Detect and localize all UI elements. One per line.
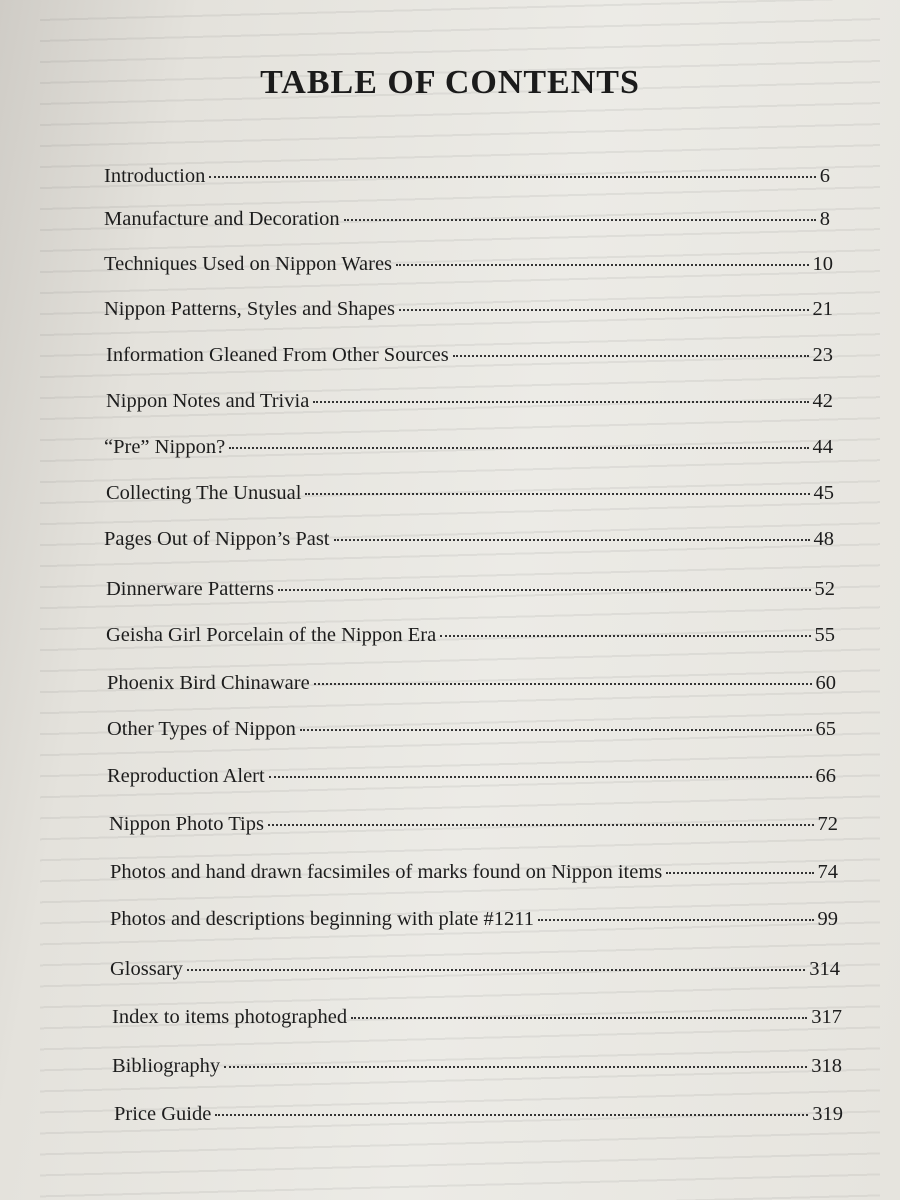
toc-entry-label: Introduction [104, 165, 206, 187]
toc-entry [104, 436, 833, 459]
dot-leader [215, 1112, 808, 1116]
toc-entry-page-number: 66 [815, 765, 836, 787]
toc-entry-label: Collecting The Unusual [106, 482, 302, 504]
dot-leader [538, 917, 813, 921]
toc-entry [106, 578, 835, 601]
toc-entry [110, 908, 838, 931]
toc-entry-label: Nippon Photo Tips [109, 813, 264, 835]
toc-entry-label: Techniques Used on Nippon Wares [104, 253, 393, 275]
toc-entry-page-number: 65 [815, 718, 836, 740]
dot-leader [314, 681, 812, 685]
toc-entry-label: “Pre” Nippon? [104, 436, 226, 458]
toc-entry [114, 1103, 843, 1126]
dot-leader [334, 537, 810, 541]
toc-entry-page-number: 317 [811, 1006, 842, 1028]
dot-leader [269, 774, 812, 778]
toc-entry-label: Price Guide [114, 1103, 212, 1125]
toc-entry-page-number: 74 [817, 861, 838, 883]
dot-leader [453, 353, 809, 357]
toc-entry-label: Nippon Patterns, Styles and Shapes [104, 298, 395, 320]
toc-entry [107, 765, 836, 788]
toc-entry-page-number: 21 [812, 298, 833, 320]
toc-entry-label: Reproduction Alert [107, 765, 265, 787]
toc-entry-page-number: 99 [817, 908, 838, 930]
toc-entry [106, 390, 833, 413]
toc-entry-label: Phoenix Bird Chinaware [107, 672, 310, 694]
toc-entry-page-number: 23 [812, 344, 833, 366]
toc-entry [104, 528, 834, 551]
toc-entry-page-number: 318 [811, 1055, 842, 1077]
dot-leader [399, 307, 809, 311]
dot-leader [209, 174, 815, 178]
dot-leader [229, 445, 808, 449]
toc-entry [106, 482, 834, 505]
toc-entry-label: Glossary [110, 958, 183, 980]
toc-entry [106, 344, 833, 367]
toc-entry-label: Information Gleaned From Other Sources [106, 344, 449, 366]
toc-entry-label: Index to items photographed [112, 1006, 348, 1028]
toc-entry [110, 958, 840, 981]
toc-entry [104, 165, 830, 188]
toc-entry-page-number: 8 [819, 208, 830, 230]
toc-entry [110, 861, 838, 884]
toc-entry-page-number: 314 [809, 958, 840, 980]
toc-entry [107, 718, 836, 741]
dot-leader [305, 491, 809, 495]
toc-entry [104, 253, 833, 276]
dot-leader [351, 1015, 807, 1019]
dot-leader [440, 633, 810, 637]
toc-entry-label: Photos and hand drawn facsimiles of marks found on Nippon items [110, 861, 663, 883]
toc-entry [104, 298, 833, 321]
toc-entry [112, 1055, 842, 1078]
toc-entry-label: Photos and descriptions beginning with plate #1211 [110, 908, 535, 930]
toc-entry-page-number: 55 [814, 624, 835, 646]
toc-entry [104, 208, 830, 231]
toc-entry [112, 1006, 842, 1029]
toc-entry-page-number: 10 [812, 253, 833, 275]
toc-entry-page-number: 44 [812, 436, 833, 458]
toc-entry-page-number: 6 [819, 165, 830, 187]
dot-leader [313, 399, 808, 403]
dot-leader [268, 822, 814, 826]
toc-entry-page-number: 52 [814, 578, 835, 600]
toc-entry-label: Nippon Notes and Trivia [106, 390, 310, 412]
toc-entry-label: Manufacture and Decoration [104, 208, 340, 230]
dot-leader [666, 870, 813, 874]
toc-entry-label: Dinnerware Patterns [106, 578, 274, 600]
dot-leader [187, 967, 805, 971]
toc-entry-page-number: 45 [813, 482, 834, 504]
toc-entry [109, 813, 838, 836]
toc-entry-page-number: 48 [813, 528, 834, 550]
toc-entry-page-number: 60 [815, 672, 836, 694]
dot-leader [278, 587, 811, 591]
toc-entry [106, 624, 835, 647]
toc-entry [107, 672, 836, 695]
toc-entry-page-number: 42 [812, 390, 833, 412]
page-title: TABLE OF CONTENTS [260, 64, 640, 101]
toc-entry-label: Geisha Girl Porcelain of the Nippon Era [106, 624, 437, 646]
toc-entry-page-number: 319 [812, 1103, 843, 1125]
dot-leader [396, 262, 808, 266]
dot-leader [344, 217, 816, 221]
toc-entry-label: Pages Out of Nippon’s Past [104, 528, 330, 550]
toc-entry-label: Other Types of Nippon [107, 718, 296, 740]
toc-entry-label: Bibliography [112, 1055, 221, 1077]
toc-entry-page-number: 72 [817, 813, 838, 835]
dot-leader [300, 727, 812, 731]
dot-leader [224, 1064, 807, 1068]
